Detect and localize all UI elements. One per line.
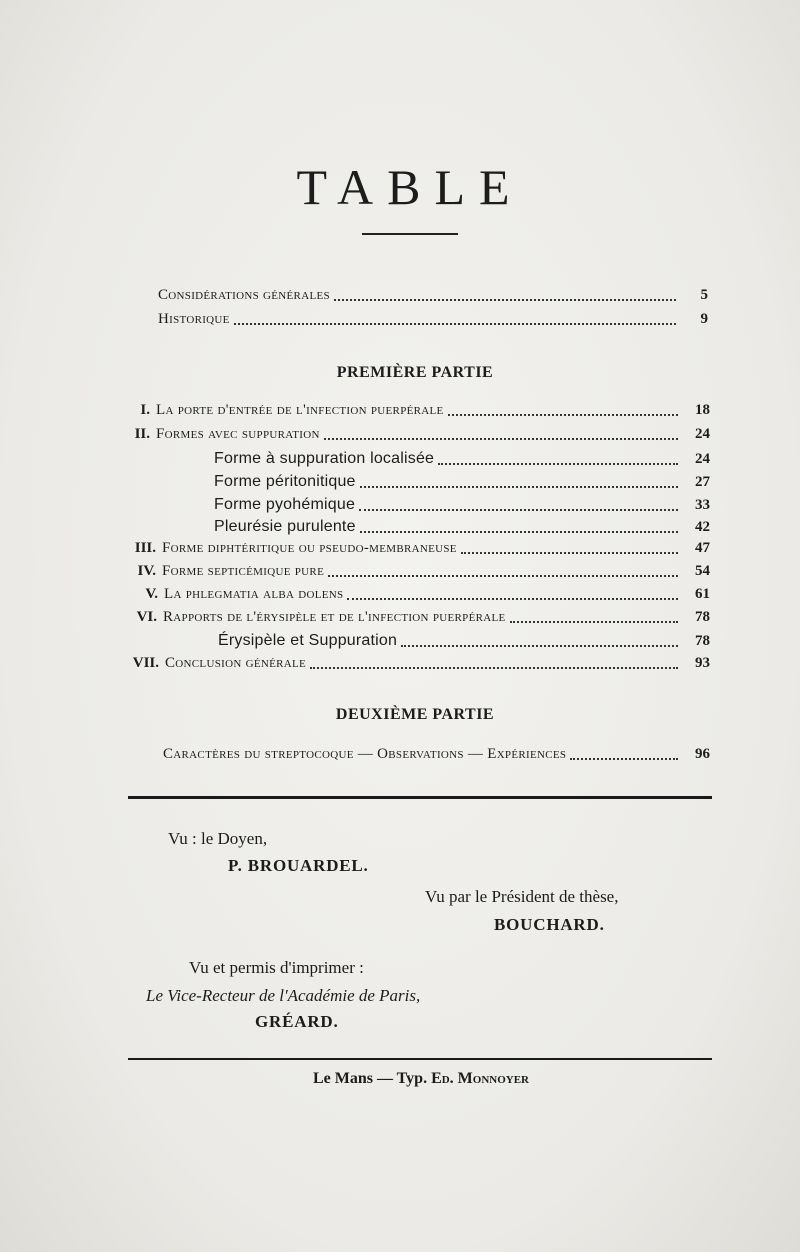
toc-entry-page: 78 [695,609,710,625]
dean-approval: Vu : le Doyen, [168,829,268,848]
leader-dots [510,620,678,623]
toc-subentry-localisee[interactable] [214,450,710,468]
toc-entry-number: V. [145,586,158,602]
toc-entry-label: Érysipèle et Suppuration [218,632,398,649]
imprint-printer: Ed. Monnoyer [431,1070,530,1087]
leader-dots [334,298,676,301]
toc-entry-label: Historique [158,311,230,327]
toc-entry-part2[interactable] [163,746,710,763]
toc-entry-label: Forme à suppuration localisée [214,450,435,467]
toc-entry-7[interactable] [129,655,710,672]
toc-entry-number: III. [134,540,156,556]
toc-entry-page: 9 [700,311,708,327]
toc-entry-label: Forme diphtéritique ou pseudo-membraneuse [162,540,457,556]
toc-entry-page: 5 [700,287,708,303]
print-permit: Vu et permis d'imprimer : [189,958,364,977]
toc-entry-label: La phlegmatia alba dolens [164,586,344,602]
toc-entry-number: VI. [136,609,157,625]
toc-entry-page: 78 [695,633,710,649]
toc-entry-page: 18 [695,402,710,418]
section-divider [128,796,712,799]
toc-entry-5[interactable] [140,586,710,603]
toc-subentry-pleuresie[interactable] [214,518,710,536]
toc-entry-label: Forme septicémique pure [162,563,325,579]
part-two-heading: DEUXIÈME PARTIE [335,706,495,723]
toc-entry-considerations[interactable] [158,287,708,304]
toc-entry-label: Forme péritonitique [214,473,356,490]
leader-dots [328,574,678,577]
leader-dots [234,322,676,325]
leader-dots [360,485,678,488]
leader-dots [448,413,678,416]
title-rule [362,233,458,235]
leader-dots [359,508,678,511]
toc-entry-page: 27 [695,474,710,490]
part-one-heading: PREMIÈRE PARTIE [336,364,494,381]
toc-entry-2[interactable] [130,426,710,443]
toc-entry-number: I. [140,402,150,418]
toc-entry-label: Conclusion générale [165,655,307,671]
toc-entry-page: 47 [695,540,710,556]
toc-subentry-pyohemique[interactable] [214,496,710,514]
leader-dots [360,530,678,533]
toc-entry-page: 24 [695,426,710,442]
toc-entry-label: Formes avec suppuration [156,426,320,442]
toc-entry-label: La porte d'entrée de l'infection puerpérale [156,402,444,418]
toc-entry-number: IV. [137,563,156,579]
toc-entry-page: 93 [695,655,710,671]
toc-subentry-erysipele[interactable] [218,632,710,650]
footer-divider [128,1058,712,1060]
page-title: TABLE [296,159,524,215]
dean-name: P. BROUARDEL. [228,856,369,875]
toc-entry-page: 61 [695,586,710,602]
leader-dots [461,551,678,554]
toc-entry-label: Rapports de l'érysipèle et de l'infection puerpérale [163,609,506,625]
toc-entry-label: Considérations générales [158,287,330,303]
leader-dots [438,462,678,465]
leader-dots [324,437,678,440]
toc-entry-page: 24 [695,451,710,467]
president-approval: Vu par le Président de thèse, [425,887,619,906]
toc-entry-number: VII. [132,655,159,671]
vice-rector-name: GRÉARD. [255,1012,339,1031]
toc-entry-page: 42 [695,519,710,535]
leader-dots [310,666,678,669]
vice-rector-title: Le Vice-Recteur de l'Académie de Paris, [146,986,421,1005]
printer-imprint [0,1070,800,1088]
toc-entry-page: 33 [695,497,710,513]
toc-entry-page: 96 [695,746,710,762]
leader-dots [347,597,678,600]
toc-entry-label: Pleurésie purulente [214,518,356,535]
toc-entry-3[interactable] [130,540,710,557]
toc-subentry-peritonitique[interactable] [214,473,710,491]
toc-entry-6[interactable] [133,609,710,626]
imprint-place: Le Mans — Typ. [312,1070,432,1087]
toc-entry-1[interactable] [136,402,710,419]
leader-dots [401,644,678,647]
president-name: BOUCHARD. [494,915,605,934]
leader-dots [570,757,678,760]
toc-entry-number: II. [134,426,150,442]
toc-entry-page: 54 [695,563,710,579]
toc-entry-4[interactable] [130,563,710,580]
toc-entry-label: Caractères du streptocoque — Observations — Expériences [163,746,567,762]
toc-entry-historique[interactable] [158,311,708,328]
toc-entry-label: Forme pyohémique [214,496,356,513]
